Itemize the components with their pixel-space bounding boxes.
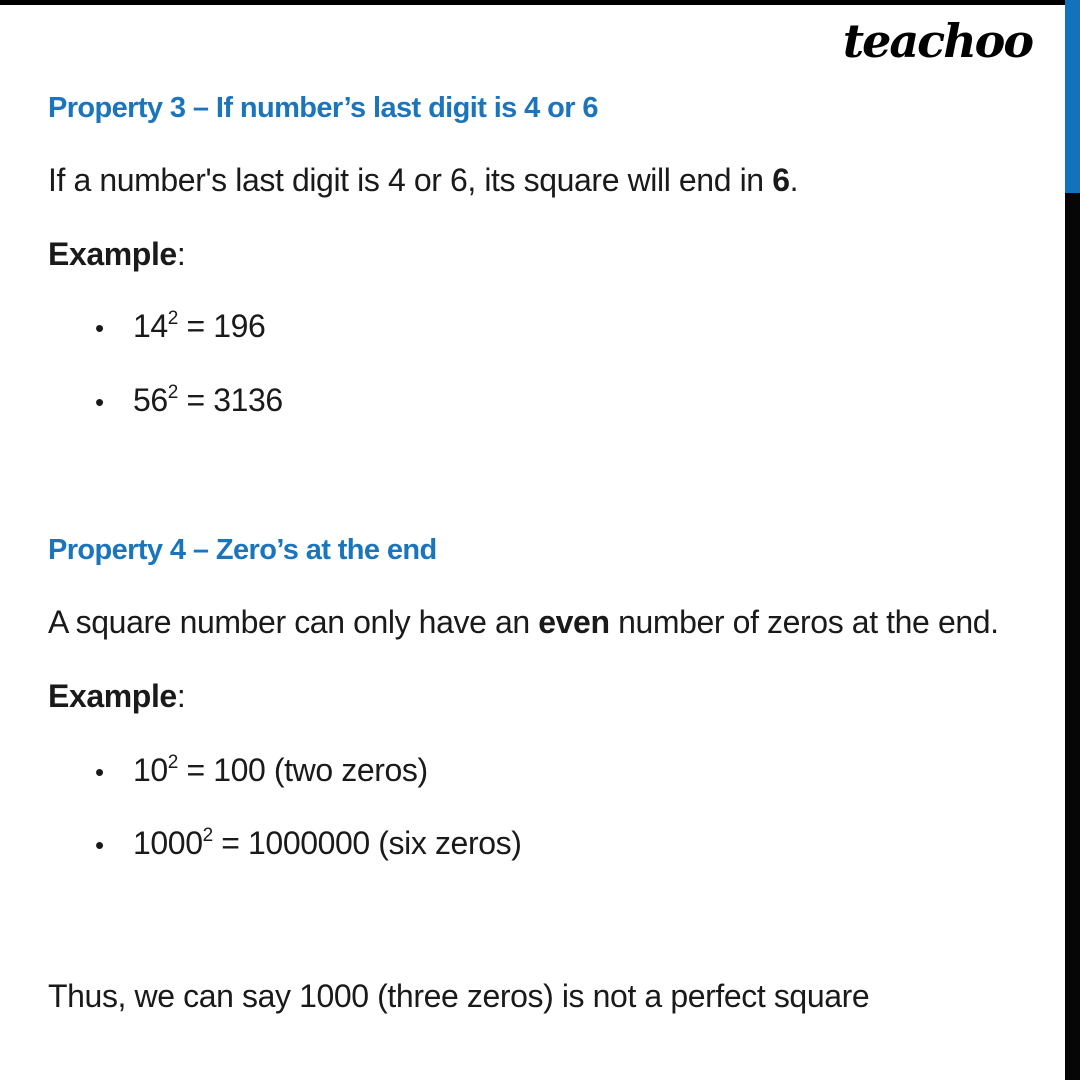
top-black-strip: [0, 0, 1066, 5]
bullet-superscript: 2: [167, 308, 178, 330]
conclusion-text: Thus, we can say 1000 (three zeros) is not a perfect square: [48, 978, 870, 1014]
property4-heading: Property 4 – Zero’s at the end: [48, 534, 437, 566]
bullet-superscript: 2: [167, 752, 178, 774]
property4-intro: [48, 602, 999, 642]
example-label-colon: :: [176, 678, 186, 714]
bullet-superscript: 2: [167, 382, 178, 404]
property3-intro-prefix: If a number's last digit is 4 or 6, its square will end in: [48, 162, 773, 198]
property3-bullet-1: [48, 306, 265, 348]
property4-intro-suffix: number of zeros at the end.: [609, 604, 999, 640]
bullet-icon: •: [95, 387, 104, 417]
example-label-text: Example: [48, 236, 177, 272]
property3-example-label: [48, 234, 185, 274]
bullet-rest: = 3136: [177, 382, 283, 418]
bullet-text: [133, 752, 428, 788]
example-label-text: Example: [48, 678, 177, 714]
property4-intro-bold: even: [538, 604, 610, 640]
bullet-base: 14: [133, 308, 168, 344]
property4-bullet-2: [48, 823, 521, 865]
bullet-text: [133, 825, 521, 861]
property3-bullet-2: [48, 380, 283, 422]
bullet-icon: •: [95, 757, 104, 787]
bullet-base: 56: [133, 382, 168, 418]
right-edge-blue-bar: [1065, 0, 1080, 193]
teachoo-logo: teachoo: [842, 14, 1032, 68]
bullet-rest: = 196: [177, 308, 266, 344]
bullet-rest: = 1000000 (six zeros): [212, 825, 522, 861]
property4-example-label: [48, 676, 185, 716]
bullet-text: [133, 308, 265, 344]
bullet-icon: •: [95, 313, 104, 343]
property4-bullet-1: [48, 750, 428, 792]
bullet-base: 1000: [133, 825, 203, 861]
property3-intro-bold: 6: [772, 162, 790, 198]
bullet-rest: = 100 (two zeros): [177, 752, 428, 788]
bullet-superscript: 2: [202, 825, 213, 847]
property4-intro-prefix: A square number can only have an: [48, 604, 539, 640]
property3-intro: [48, 160, 798, 200]
property3-heading: Property 3 – If number’s last digit is 4 or 6: [48, 92, 598, 124]
right-edge-black-bar: [1065, 193, 1080, 1080]
bullet-icon: •: [95, 830, 104, 860]
property3-intro-suffix: .: [789, 162, 799, 198]
bullet-text: [133, 382, 283, 418]
bullet-base: 10: [133, 752, 168, 788]
example-label-colon: :: [176, 236, 186, 272]
